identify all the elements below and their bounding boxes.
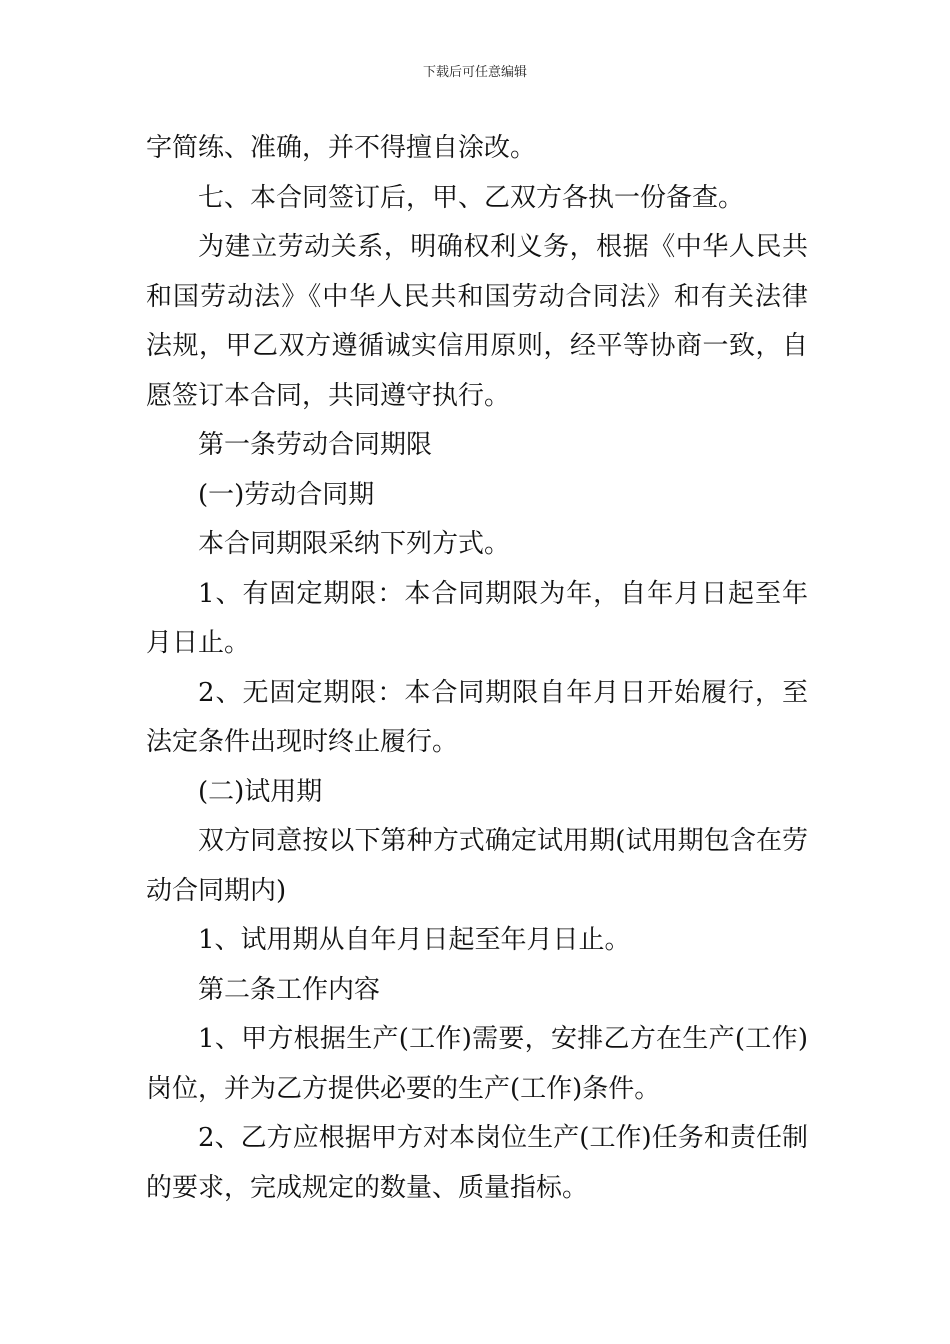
document-body: [146, 124, 808, 1213]
list-item: 1、甲方根据生产(工作)需要，安排乙方在生产(工作)岗位，并为乙方提供必要的生产(工作)条件。: [146, 1024, 808, 1104]
subsection-heading: (一)劳动合同期: [198, 479, 375, 510]
list-item: 2、乙方应根据甲方对本岗位生产(工作)任务和责任制的要求，完成规定的数量、质量指标。: [146, 1123, 808, 1203]
subsection-heading: (二)试用期: [198, 776, 323, 807]
paragraph: 本合同期限采纳下列方式。: [198, 529, 511, 559]
paragraph: 七、本合同签订后，甲、乙双方各执一份备查。: [198, 182, 745, 213]
list-item: 1、试用期从自年月日起至年月日止。: [198, 925, 631, 955]
section-heading: 第二条工作内容: [198, 974, 381, 1005]
list-item: 1、有固定期限：本合同期限为年，自年月日起至年月日止。: [146, 578, 808, 658]
paragraph: 字简练、准确，并不得擅自涂改。: [146, 133, 537, 163]
paragraph: 为建立劳动关系，明确权利义务，根据《中华人民共和国劳动法》《中华人民共和国劳动合同法》和有关法律法规，甲乙双方遵循诚实信用原则，经平等协商一致，自愿签订本合同，共同遵守执行。: [146, 232, 808, 411]
section-heading: 第一条劳动合同期限: [198, 430, 433, 460]
paragraph: 双方同意按以下第种方式确定试用期(试用期包含在劳动合同期内): [146, 826, 808, 906]
page-header-note: 下载后可任意编辑: [422, 65, 527, 80]
list-item: 2、无固定期限：本合同期限自年月日开始履行，至法定条件出现时终止履行。: [146, 677, 808, 757]
